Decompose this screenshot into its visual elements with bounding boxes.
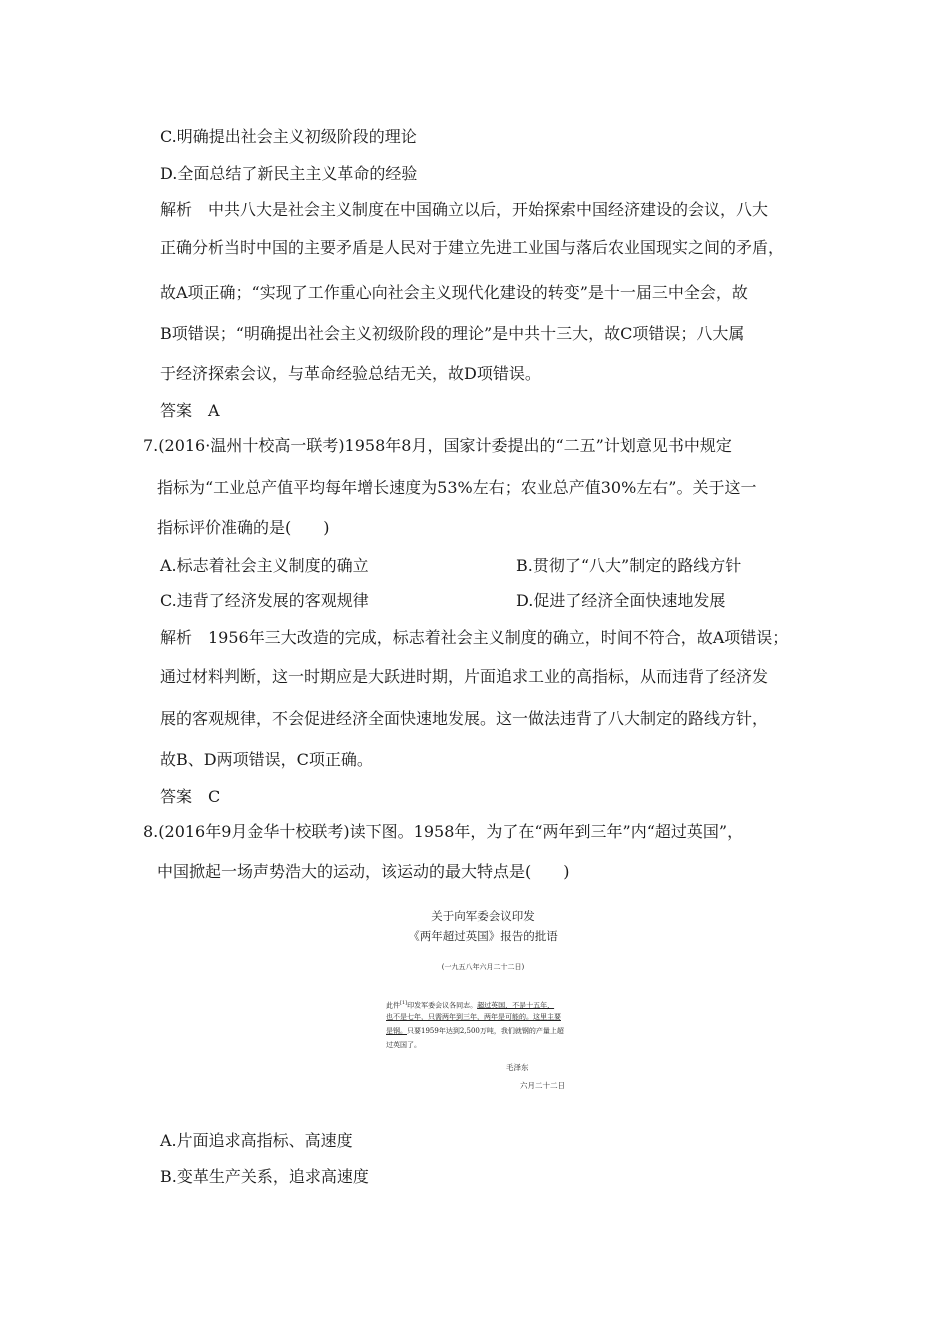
q7-stem-line-2: 指标为“工业总产值平均每年增长速度为53%左右；农业总产值30%左右”。关于这一 [157,478,757,497]
q7-option-a: A.标志着社会主义制度的确立 [160,556,369,575]
figure-signature-date: 六月二十二日 [520,1081,565,1090]
figure-date: (一九五八年六月二十二日) [441,963,525,971]
q8-figure-document [378,900,588,1100]
q7-option-d: D.促进了经济全面快速地发展 [516,591,726,610]
figure-body-line-4: 过英国了。 [386,1041,421,1049]
figure-body-text: 印发军委会议各同志。 [407,1001,478,1010]
q7-analysis-line-3: 展的客观规律，不会促进经济全面快速地发展。这一做法违背了八大制定的路线方针， [160,709,769,728]
q6-option-d: D.全面总结了新民主主义革命的经验 [160,164,418,183]
figure-body-underlined: 是钢。 [386,1027,407,1035]
q7-option-b: B.贯彻了“八大”制定的路线方针 [516,556,742,575]
figure-footnote-mark: [1] [400,1000,408,1006]
figure-body-underlined: 超过英国，不是十五年， [477,1001,555,1010]
q7-option-c: C.违背了经济发展的客观规律 [160,591,369,610]
q6-answer: 答案 A [160,401,220,420]
figure-body-line-3 [386,1024,564,1038]
q6-option-c: C.明确提出社会主义初级阶段的理论 [160,127,417,146]
q7-analysis-line-1: 解析 1956年三大改造的完成，标志着社会主义制度的确立，时间不符合，故A项错误； [160,628,789,647]
q6-analysis-line-4: B项错误；“明确提出社会主义初级阶段的理论”是中共十三大，故C项错误；八大属 [160,324,745,343]
q6-analysis-line-1: 解析 中共八大是社会主义制度在中国确立以后，开始探索中国经济建设的会议，八大 [160,200,769,219]
q8-option-b: B.变革生产关系，追求高速度 [160,1167,369,1186]
q8-stem-line-2: 中国掀起一场声势浩大的运动，该运动的最大特点是( ) [157,862,570,881]
q7-answer: 答案 C [160,787,221,806]
q7-analysis-line-4: 故B、D两项错误，C项正确。 [160,750,373,769]
figure-body-underlined: 也不是七年，只需两年到三年，两年是可能的。这里主要 [386,1013,561,1021]
figure-body-text: 此件 [386,1001,400,1010]
q8-stem-line-1: 8.(2016年9月金华十校联考)读下图。1958年，为了在“两年到三年”内“超过英国”， [143,822,744,841]
q7-analysis-line-2: 通过材料判断，这一时期应是大跃进时期，片面追求工业的高指标，从而违背了经济发 [160,667,769,686]
figure-body-text: 只要1959年达到2,500万吨，我们就钢的产量上超 [407,1027,564,1035]
figure-title-line-2: 《两年超过英国》报告的批语 [408,929,558,943]
q6-analysis-line-2: 正确分析当时中国的主要矛盾是人民对于建立先进工业国与落后农业国现实之间的矛盾， [160,238,785,257]
q6-analysis-line-5: 于经济探索会议，与革命经验总结无关，故D项错误。 [160,364,541,383]
figure-signature: 毛泽东 [506,1063,529,1072]
q6-analysis-line-3: 故A项正确；“实现了工作重心向社会主义现代化建设的转变”是十一届三中全会，故 [160,283,748,302]
q8-option-a: A.片面追求高指标、高速度 [160,1131,353,1150]
figure-body-line-2 [386,1010,561,1024]
figure-title-line-1: 关于向军委会议印发 [431,909,535,923]
q7-stem-line-1: 7.(2016·温州十校高一联考)1958年8月，国家计委提出的“二五”计划意见书中规定 [143,436,732,455]
q7-stem-line-3: 指标评价准确的是( ) [157,518,330,537]
